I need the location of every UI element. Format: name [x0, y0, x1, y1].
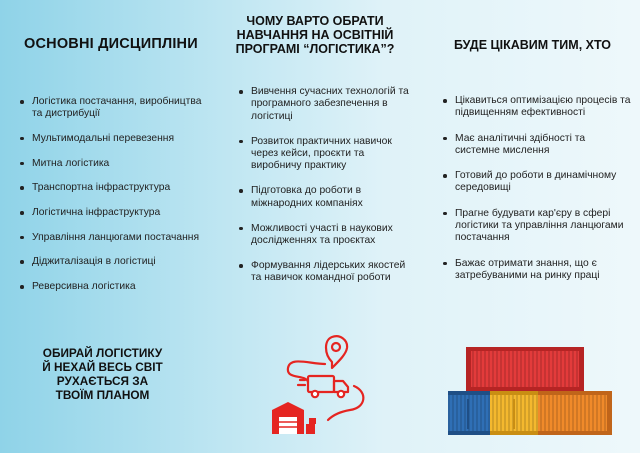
disciplines-list — [18, 96, 203, 306]
location-pin-icon — [326, 336, 347, 368]
truck-icon — [298, 376, 348, 397]
target-audience-list — [441, 95, 631, 295]
list-item: Мультимодальні перевезення — [18, 133, 203, 145]
slogan-text: ОБИРАЙ ЛОГІСТИКУ Й НЕХАЙ ВЕСЬ СВІТ РУХАЄТЬСЯ ЗА ТВОЇМ ПЛАНОМ — [42, 346, 163, 402]
list-item: Логістична інфраструктура — [18, 207, 203, 219]
list-item: Вивчення сучасних технологій та програмного забезпечення в логістиці — [237, 86, 413, 123]
logistics-route-icon — [270, 334, 380, 440]
red-container — [466, 347, 584, 391]
list-item: Розвиток практичних навичок через кейси, проєкти та виробничу практику — [237, 136, 413, 173]
list-item: Діджиталізація в логістиці — [18, 256, 203, 268]
list-item: Митна логістика — [18, 158, 203, 170]
shipping-containers-icon — [444, 344, 640, 438]
list-item: Управління ланцюгами постачання — [18, 232, 203, 244]
orange-container — [538, 391, 612, 435]
disciplines-heading: ОСНОВНІ ДИСЦИПЛІНИ — [24, 36, 198, 52]
warehouse-icon — [272, 402, 316, 434]
list-item: Готовий до роботи в динамічному середовищі — [441, 170, 631, 195]
list-item: Реверсивна логістика — [18, 281, 203, 293]
list-item: Підготовка до роботи в міжнародних компаніях — [237, 185, 413, 210]
list-item: Формування лідерських якостей та навичок командної роботи — [237, 260, 413, 285]
why-choose-heading: ЧОМУ ВАРТО ОБРАТИ НАВЧАННЯ НА ОСВІТНІЙ ПРОГРАМІ “ЛОГІСТИКА”? — [235, 14, 395, 56]
blue-container — [448, 391, 490, 435]
why-choose-list — [237, 86, 413, 298]
list-item: Можливості участі в наукових дослідженнях та проєктах — [237, 223, 413, 248]
list-item: Транспортна інфраструктура — [18, 182, 203, 194]
list-item: Має аналітичні здібності та системне мислення — [441, 133, 631, 158]
target-audience-heading: БУДЕ ЦІКАВИМ ТИМ, ХТО — [453, 38, 612, 52]
list-item: Цікавиться оптимізацією процесів та підвищенням ефективності — [441, 95, 631, 120]
list-item: Логістика постачання, виробництва та дистрибуції — [18, 96, 203, 121]
list-item: Прагне будувати кар'єру в сфері логістики та управління ланцюгами постачання — [441, 208, 631, 245]
yellow-container — [490, 391, 538, 435]
list-item: Бажає отримати знання, що є затребуваними на ринку праці — [441, 258, 631, 283]
